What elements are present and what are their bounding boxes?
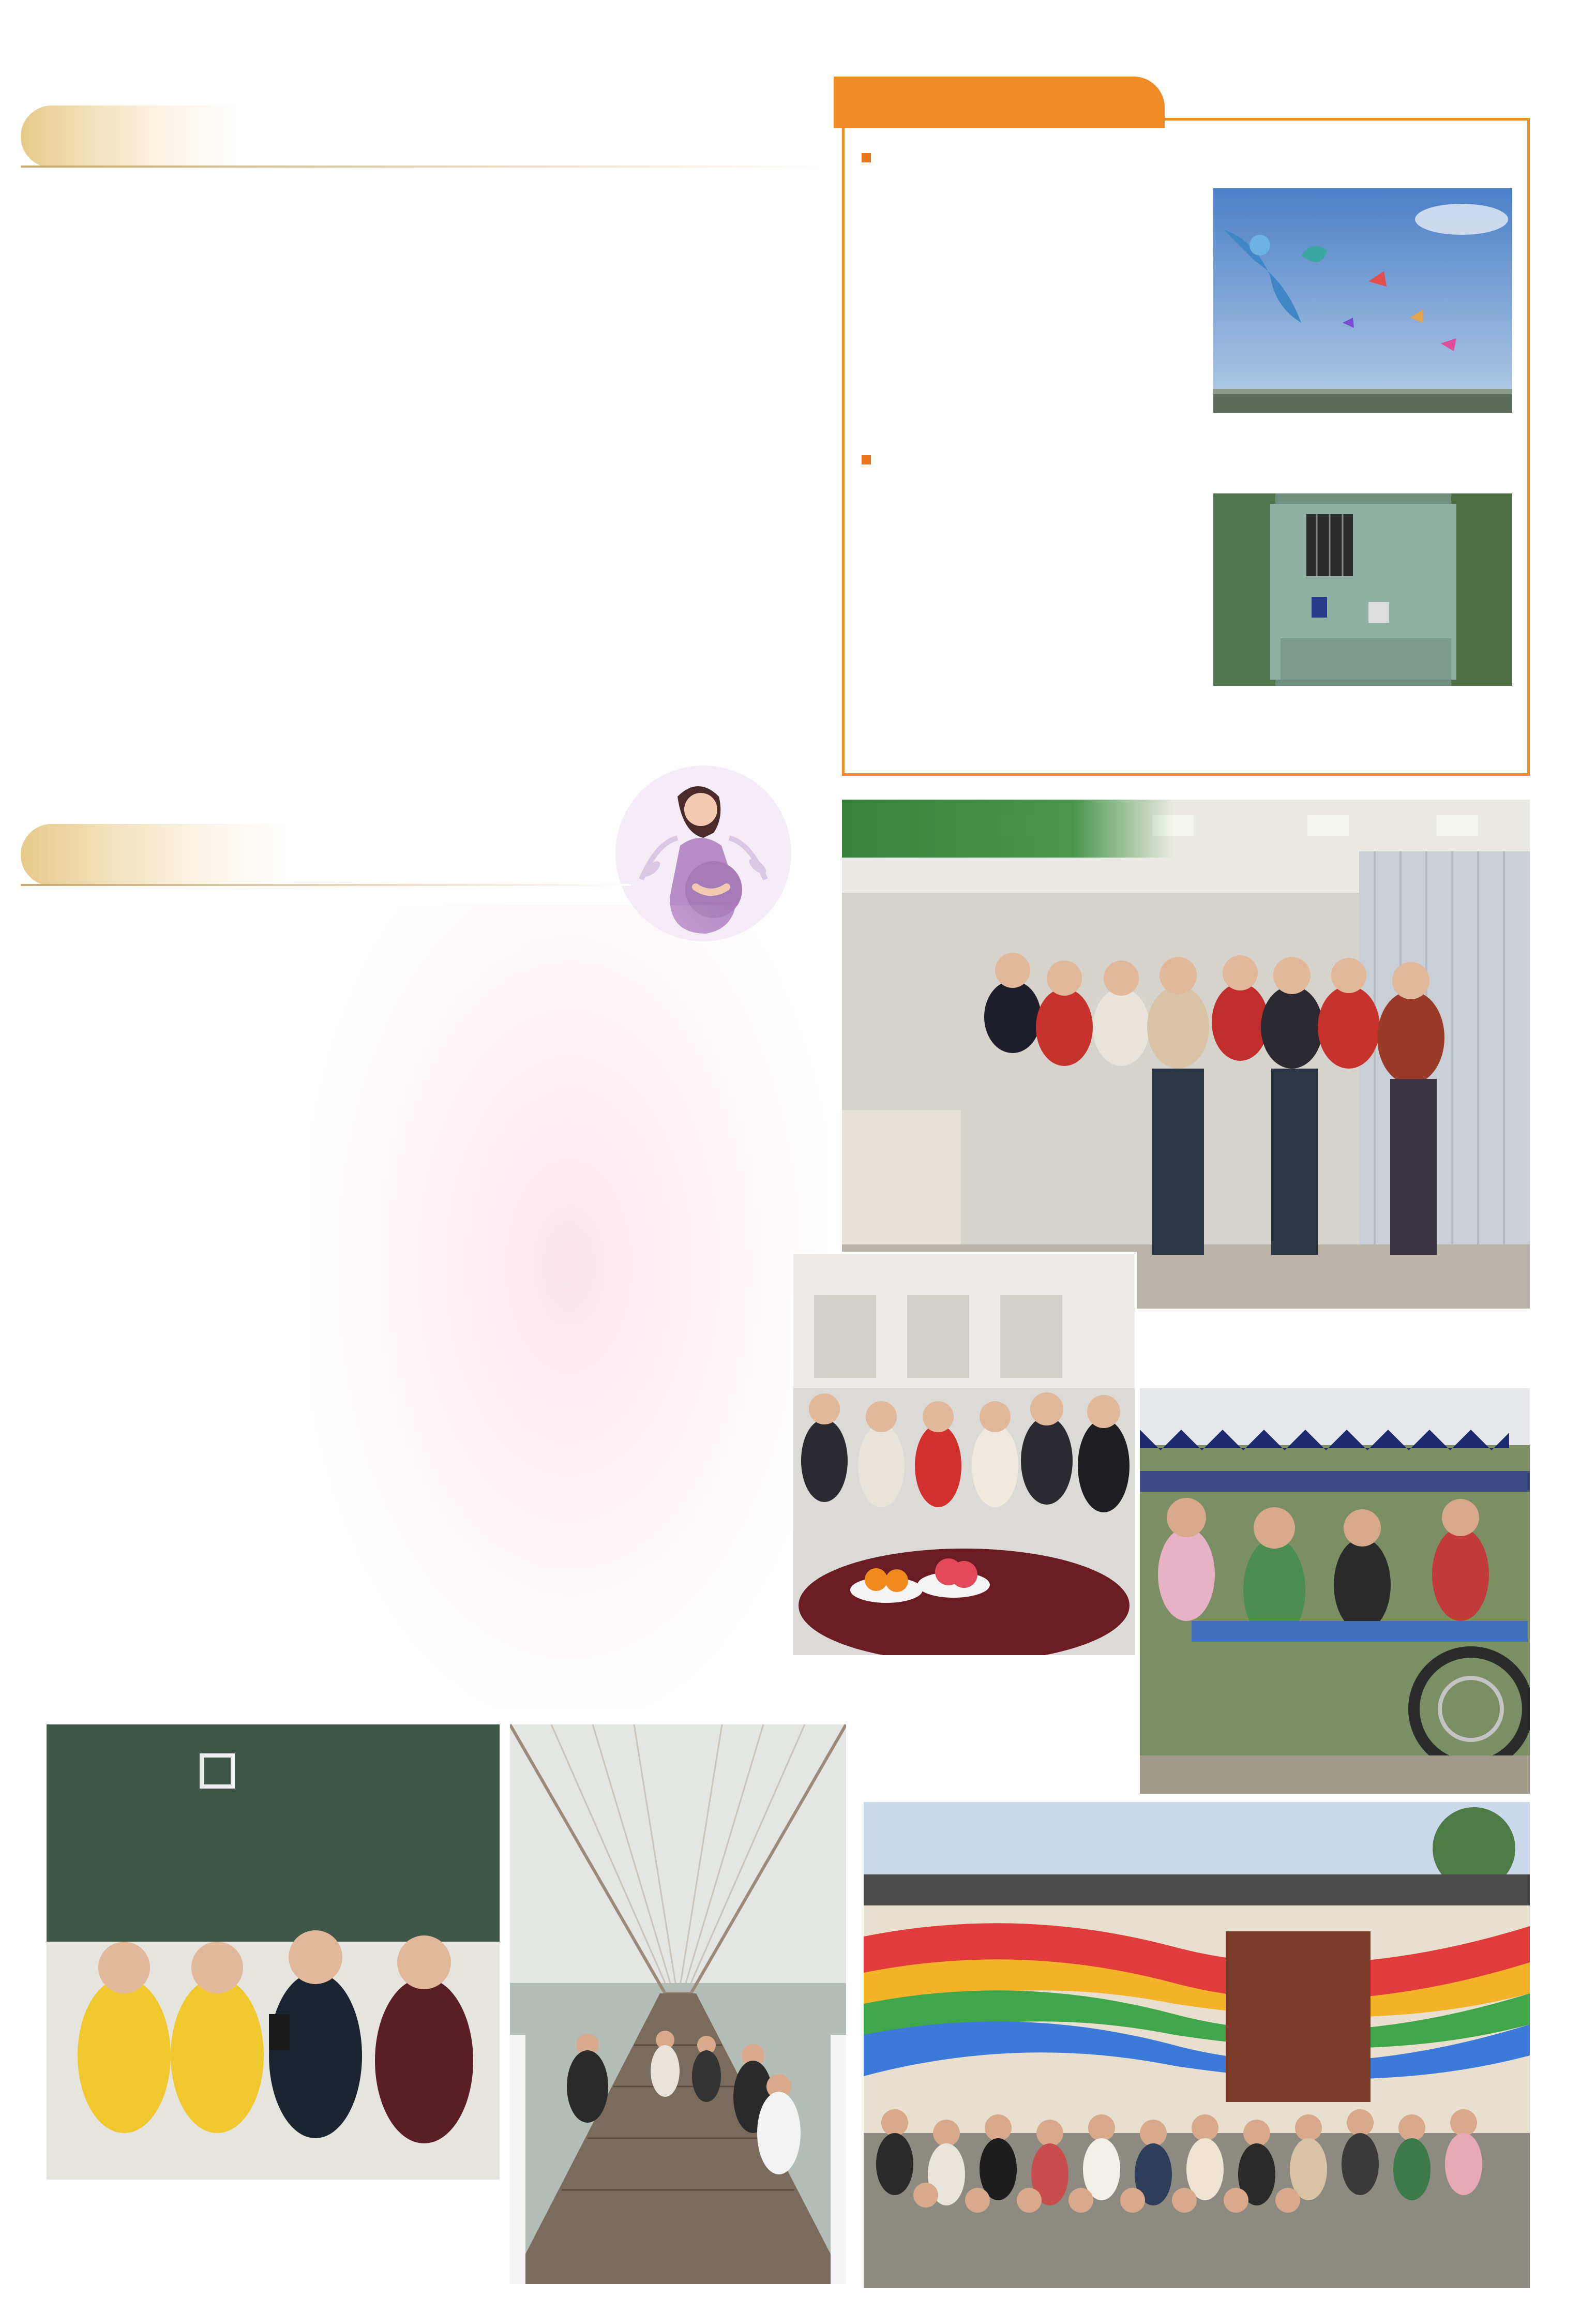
article2-byline [47, 908, 56, 936]
article1-heading [21, 106, 822, 168]
snail-lane-photo [1213, 493, 1512, 686]
kite-festival-photo [1213, 188, 1512, 413]
mural-group-photo [864, 1802, 1530, 2288]
orange-square-icon [862, 153, 871, 162]
article2-pink-glow [310, 905, 827, 1707]
charity-award-photo [47, 1724, 500, 2180]
new-year-banner [842, 800, 1173, 858]
article1-byline [47, 180, 56, 208]
beauty-item2-heading [862, 446, 885, 477]
beauty-item1-heading [862, 144, 885, 175]
company-sign [155, 1752, 414, 1754]
tandem-bike-photo [1140, 1388, 1530, 1794]
new-year-group-photo [842, 800, 1530, 1309]
orange-square-icon [862, 455, 871, 464]
article2-heading [21, 824, 631, 886]
suspension-bridge-photo [510, 1724, 846, 2284]
red-envelope-group-photo [791, 1252, 1137, 1657]
